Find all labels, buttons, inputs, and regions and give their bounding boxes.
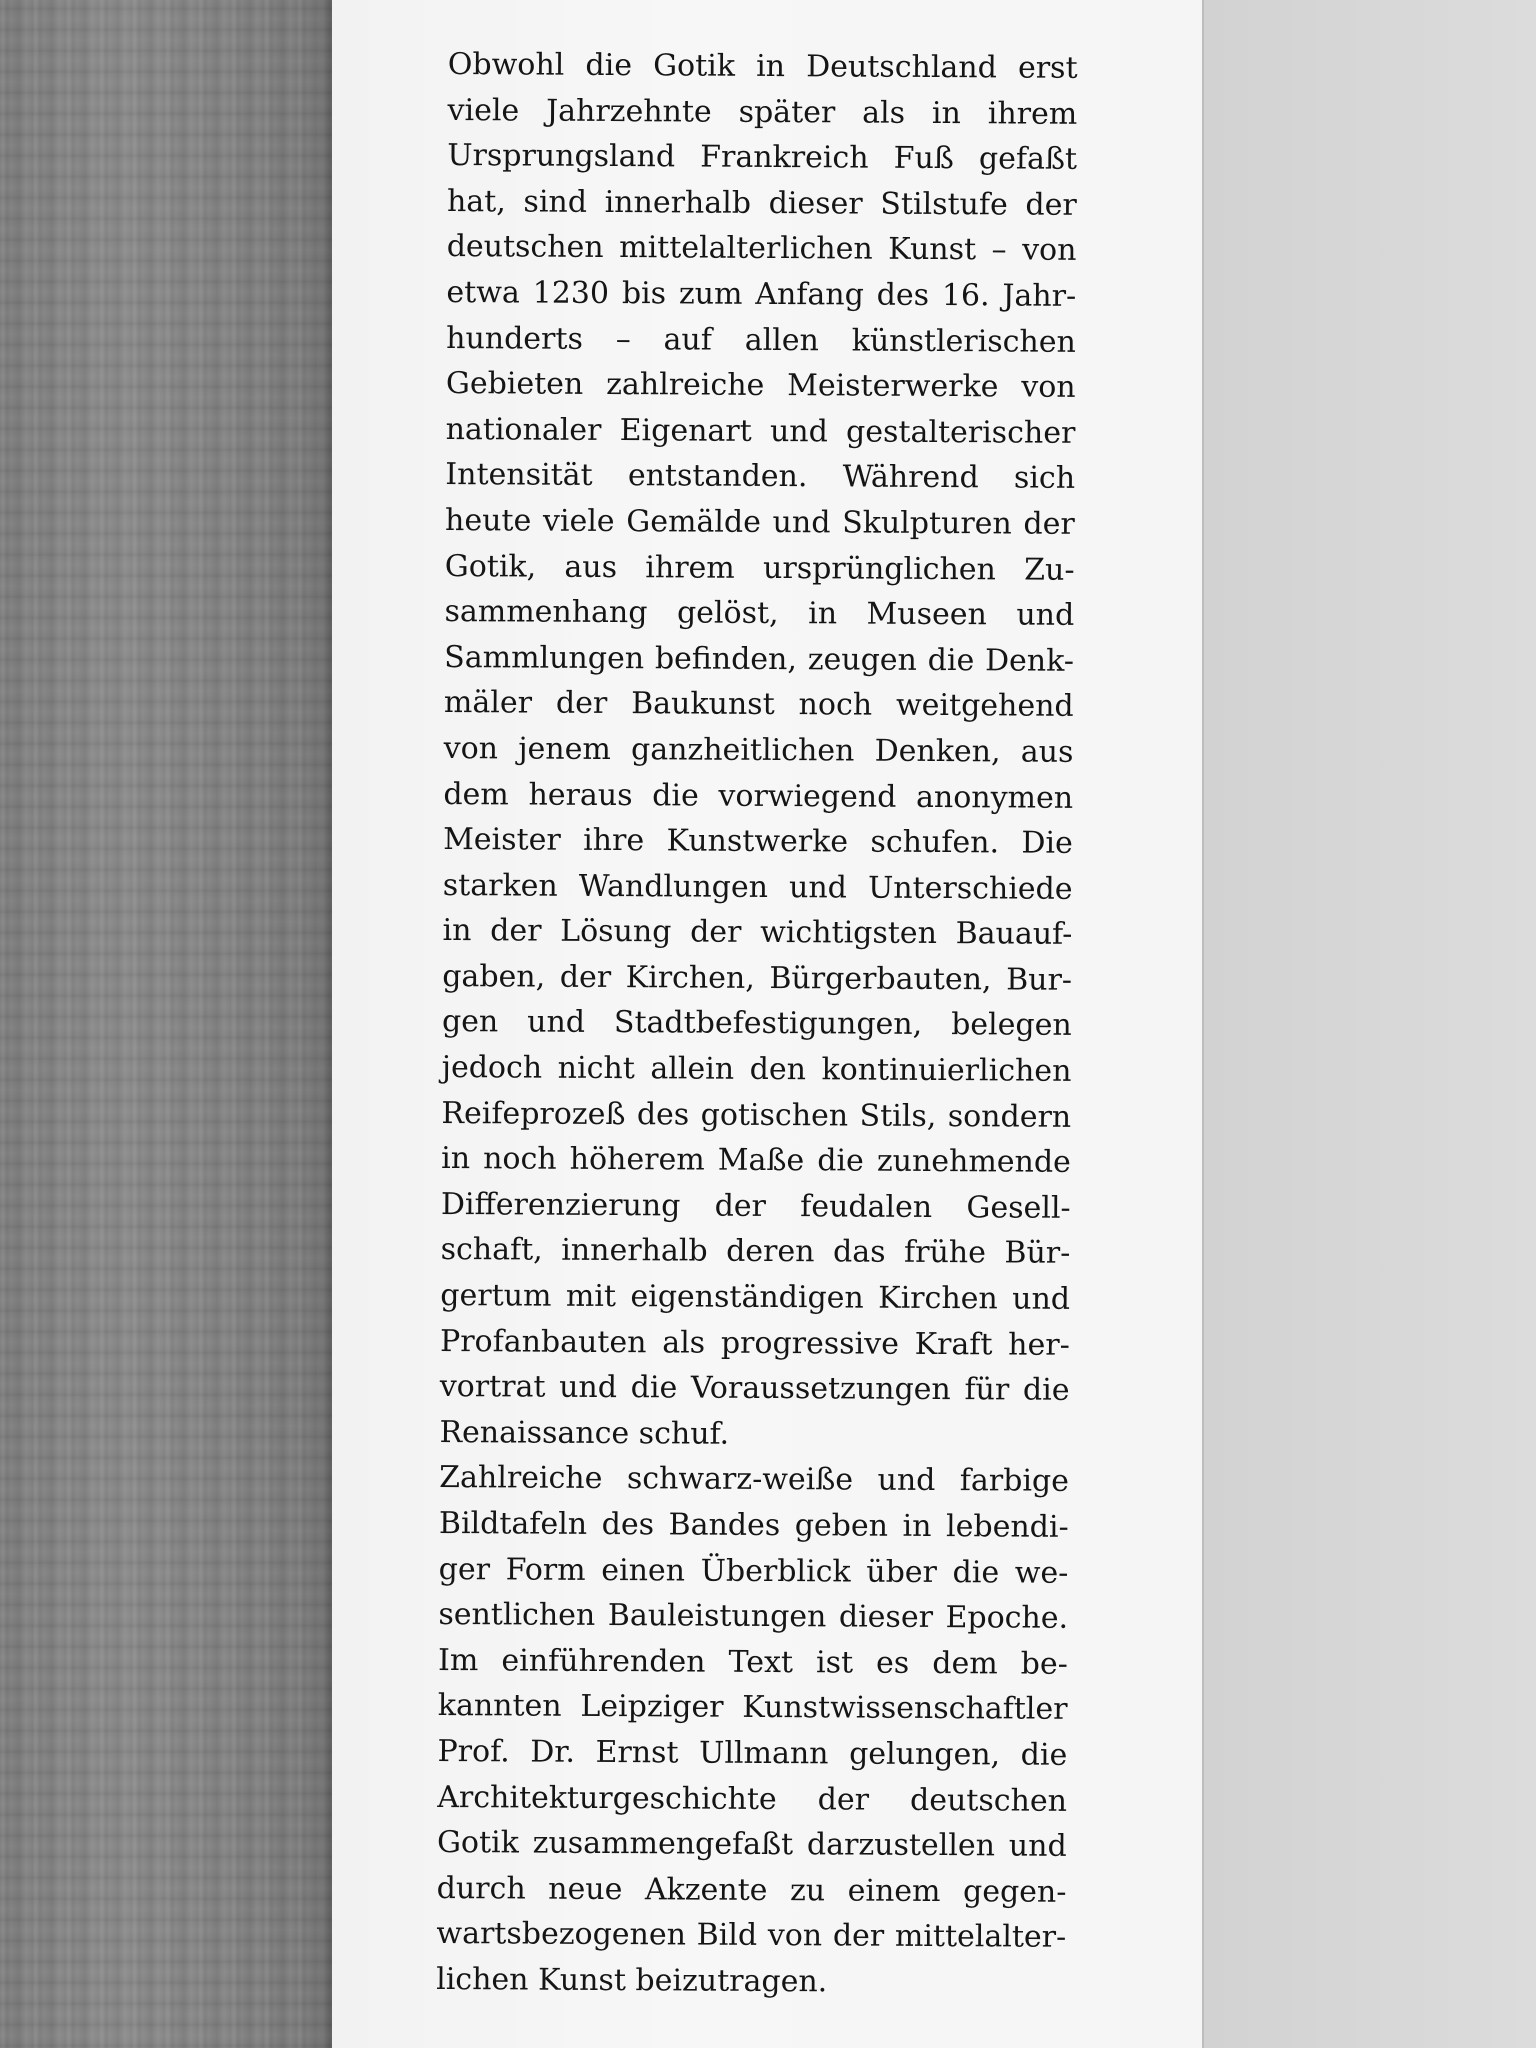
text-line: nationaler Eigenart und gestalterischer: [445, 411, 1076, 451]
text-line: schaft, innerhalb deren das frühe Bür-: [440, 1232, 1071, 1272]
text-line: deutschen mittelalterlichen Kunst – von: [446, 229, 1077, 269]
background-surface: [1204, 0, 1536, 2048]
text-line: Zahlreiche schwarz-weiße und farbige: [439, 1460, 1070, 1500]
text-line: Intensität entstanden. Während sich: [445, 457, 1076, 497]
text-line: Gebieten zahlreiche Meisterwerke von: [445, 366, 1076, 405]
text-line: starken Wandlungen und Unterschiede: [442, 867, 1073, 907]
text-line: Prof. Dr. Ernst Ullmann gelungen, die: [437, 1733, 1068, 1773]
text-line: von jenem ganzheitlichen Denken, aus: [443, 730, 1074, 770]
text-line: wartsbezogenen Bild von der mittelalter-: [436, 1916, 1067, 1956]
text-line: gertum mit eigenständigen Kirchen und: [440, 1278, 1071, 1317]
text-line: kannten Leipziger Kunstwissenschaftler: [437, 1688, 1068, 1728]
text-line: in noch höherem Maße die zunehmende: [441, 1141, 1071, 1181]
text-line: Architekturgeschichte der deutschen: [437, 1779, 1068, 1819]
text-line: heute viele Gemälde und Skulpturen der: [444, 502, 1075, 542]
text-line: Gotik, aus ihrem ursprünglichen Zu-: [444, 548, 1075, 588]
body-text: [436, 42, 1078, 2006]
text-line: Obwohl die Gotik in Deutschland erst: [447, 46, 1078, 86]
text-line: ger Form einen Überblick über die we-: [438, 1551, 1069, 1591]
text-line: Gotik zusammengefaßt darzustellen und: [436, 1825, 1067, 1864]
text-line: dem heraus die vorwiegend anonymen: [443, 776, 1074, 816]
text-line: hat, sind innerhalb dieser Stilstufe der: [446, 183, 1077, 223]
paragraph-1: [439, 42, 1078, 1459]
paragraph-2: [436, 1455, 1069, 2006]
text-line: Meister ihre Kunstwerke schufen. Die: [443, 822, 1073, 861]
text-line: etwa 1230 bis zum Anfang des 16. Jahr-: [446, 274, 1077, 314]
text-line: Im einführenden Text ist es dem be-: [438, 1642, 1068, 1682]
text-line: jedoch nicht allein den kontinuierlichen: [441, 1050, 1072, 1089]
text-line: Renaissance schuf.: [439, 1414, 730, 1452]
text-line: in der Lösung der wichtigsten Bauauf-: [442, 913, 1073, 953]
text-line: Differenzierung der feudalen Gesell-: [440, 1186, 1071, 1226]
text-line: Ursprungsland Frankreich Fuß gefaßt: [447, 138, 1078, 178]
text-line: hunderts – auf allen künstlerischen: [446, 320, 1077, 360]
text-line: Bildtafeln des Bandes geben in lebendi-: [438, 1505, 1069, 1545]
text-line: Reifeprozeß des gotischen Stils, sondern: [441, 1095, 1072, 1135]
text-line: viele Jahrzehnte später als in ihrem: [447, 92, 1078, 132]
text-line: lichen Kunst beizutragen.: [436, 1961, 828, 2000]
text-line: gen und Stadtbefestigungen, belegen: [441, 1004, 1072, 1044]
text-line: sammenhang gelöst, in Museen und: [444, 594, 1075, 633]
text-line: Sammlungen befinden, zeugen die Denk-: [444, 639, 1075, 679]
text-line: vortrat und die Voraussetzungen für die: [439, 1369, 1070, 1409]
text-line: sentlichen Bauleistungen dieser Epoche.: [438, 1597, 1069, 1637]
text-line: gaben, der Kirchen, Bürgerbauten, Bur-: [442, 958, 1073, 998]
wooden-surface: [0, 0, 332, 2048]
text-line: durch neue Akzente zu einem gegen-: [436, 1870, 1067, 1910]
text-line: mäler der Baukunst noch weitgehend: [443, 685, 1074, 725]
text-line: Profanbauten als progressive Kraft her-: [439, 1323, 1070, 1363]
